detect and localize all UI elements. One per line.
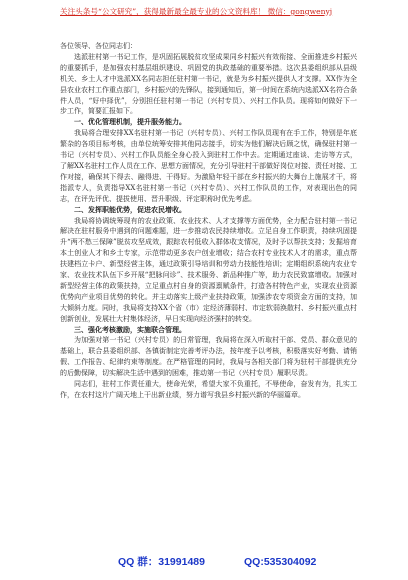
intro-paragraph: 选派驻村第一书记工作，是巩固拓展脱贫攻坚成果同乡村振兴有效衔接、全面推进乡村振兴的重要抓手，是加强农村基层组织建设、巩固党的执政基础的重要举措。这次县委组织部从县级机关、乡土人才中选派XX名同志担任驻村第一书记，就是为乡村振兴提供人才支撑。XX作为全县农业农村工作重点部门，乡村振兴的先锋队，接到通知后，第一时间在系统内选派XX名符合条件人员，“好中择优”，分别担任驻村第一书记（兴村专员）、兴村工作队员。现将如何做好下一步工作，简要汇报如下。 — [60, 52, 357, 116]
qq-number: QQ:535304092 — [244, 556, 317, 568]
document-body — [60, 41, 357, 546]
top-promo-notice: 关注头条号“公文研究”，获得最新最全最专业的公文资料库！ 微信：gongwenyj — [60, 7, 333, 16]
section-3-paragraph: 为加强对第一书记（兴村专员）的日常管理，我局将在深入听取村干部、党员、群众意见的基础上，联合县委组织部、各镇街制定完善考评办法，按年度予以考核，积极落实好考勤、请销假、工作报告、纪律约束等制度。在严格管理的同时，我局与各相关部门将为驻村干部提供充分的后勤保障，切实解决生活中遇到的困难，推动第一书记（兴村专员）履职尽责。 — [60, 336, 357, 378]
closing-paragraph: 同志们，驻村工作责任重大，使命光荣，希望大家不负重托，不辱使命，奋发有为，扎实工作，在农村这片广阔天地上干出新业绩，努力谱写我县乡村振兴新的华丽篇章。 — [60, 380, 357, 399]
salutation: 各位领导、各位同志们： — [60, 42, 137, 50]
footer-contact — [0, 554, 408, 570]
section-heading-1: 一、优化管理机制，提升服务能力。 — [74, 117, 186, 127]
section-heading-2: 二、发挥职能优势，促进农民增收。 — [74, 204, 186, 214]
section-1-paragraph: 我局将合理安排XX名驻村第一书记（兴村专员）、兴村工作队员现有在手工作，特别是年底繁杂的各项目标考核，由单位统筹安排其他同志接手，切实为他们解决后顾之忧，确保驻村第一书记（兴村专员）、兴村工作队员能全身心投入到驻村工作中去。定期通过座谈、走访等方式，了解XX名驻村工作人员在工作、思想方面情况，充分引导驻村干部做好岗位对接、责任对接、工作对接，确保其下得去、融得进、干得好。为激励年轻干部在乡村振兴的大舞台上施展才干，将指派专人，负责指导XX名驻村第一书记（兴村专员）、兴村工作队员的工作，对表现出色的同志，在评先评优、提拔使用、晋升职级、评定职称时优先考虑。 — [60, 129, 357, 203]
section-heading-3: 三、强化考核激励，实施联合管理。 — [74, 324, 186, 334]
qq-group-number: QQ 群：31991489 — [118, 556, 205, 568]
section-2-paragraph: 我局将协调统筹现有的农业政策、农业技术、人才支撑等方面优势，全力配合驻村第一书记解决在驻村服务中遇到的问题难题，进一步推动农民持续增收。立足自身工作职责，持续巩固提升“两不愁三保障”脱贫攻坚成效，跟踪农村低收入群体收支情况，及时予以帮扶支持；发掘培育本土创业人才和乡土专家，示范带动更多农户创业增收；结合农村专业技术人才的需求，重点帮扶建档立卡户、新型经营主体，通过政策引导培训和劳动力技能性培训；定期组织系统内农业专家、农业技术队伍下乡开展“把脉问诊”、技术服务、新品种推广等，助力农民致富增收。加强对新型经营主体的政策扶持，立足重点村自身的资源禀赋条件，打造各村特色产业，实现农业资源优势向产业项目优势的转化。并主动落实上级产业扶持政策，加强涉农专项资金方面的支持，加大倾斜力度。同时，我局将支持XX个省（市）定经济薄弱村、市定软弱涣散村、乡村振兴重点村创新创业，发展壮大村集体经济，早日实现向经济强村的转变。 — [60, 216, 357, 323]
